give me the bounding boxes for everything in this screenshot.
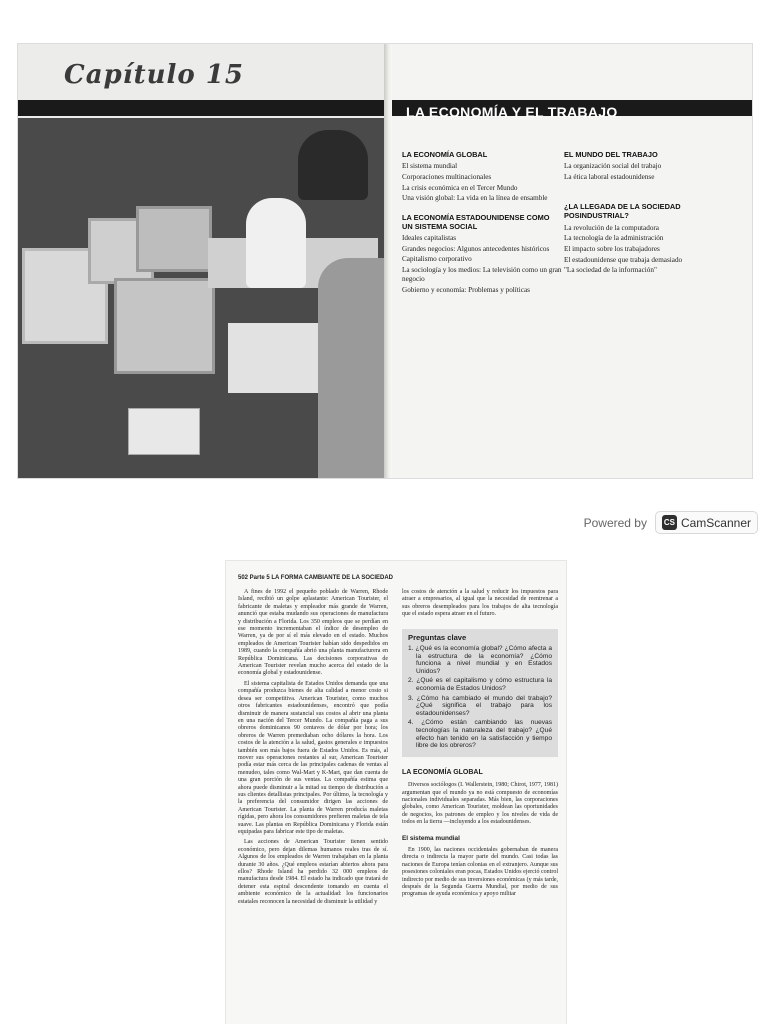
text-column-right <box>402 589 558 902</box>
toc-item: La organización social del trabajo <box>564 162 662 171</box>
toc-item: La ética laboral estadounidense <box>564 172 655 181</box>
toc-group <box>564 202 744 275</box>
toc-item: Una visión global: La vida en la línea de ensamble <box>402 194 548 203</box>
page-gutter <box>384 44 392 478</box>
person-shape <box>246 198 306 288</box>
key-question: 4. ¿Cómo están cambiando las nuevas tecnologías la naturaleza del trabajo? ¿Qué efecto han tenido en la satisfacción y tiempo libre de los obreros? <box>408 719 552 750</box>
toc-item: La crisis económica en el Tercer Mundo <box>402 183 518 192</box>
toc-item: El estadounidense que trabaja demasiado <box>564 255 683 264</box>
key-question: 2. ¿Qué es el capitalismo y cómo estructura la economía de Estados Unidos? <box>408 677 552 692</box>
person-shape <box>318 258 384 478</box>
scanned-page-502 <box>226 561 566 1024</box>
monitor-shape <box>136 206 212 272</box>
running-header: 502 Parte 5 LA FORMA CAMBIANTE DE LA SOCIEDAD <box>238 575 394 581</box>
body-paragraph: A fines de 1992 el pequeño poblado de Warren, Rhode Island, recibió un golpe aplastante: American Tourister, el fabricante de maletas y empleador más grande de Warren, anunció que estaba mudando sus operaciones de manufactura y distribución a Florida. Los 350 empleos que se perdían en ese momento incrementaban el índice de desempleo de Warren, ya de por sí el más elevado en el estado. Muchos empleados de American Tourister habían sido despedidos en 1989, cuando la compañía abrió una planta manufacturera en República Dominicana. Las decisiones corporativas de American Tourister revelan mucho acerca del estado de la economía global y estadounidense. <box>238 589 388 677</box>
book-spread <box>18 44 752 478</box>
chapter-title: Capítulo 15 <box>64 60 244 90</box>
toc-column-2 <box>564 150 744 285</box>
toc-item: El sistema mundial <box>402 162 458 171</box>
camscanner-badge[interactable] <box>655 511 758 534</box>
body-paragraph: En 1900, las naciones occidentales gobernaban de manera directa o indirecta la mayor parte del mundo. Casi todas las naciones de Europa tenían colonias en el extranjero. Aunque sus posesiones coloniales eran pocas, Estados Unidos ejerció control indirecto por medio de sus inversiones económicas (y más tarde, después de la Segunda Guerra Mundial, por medio de sus programas de ayuda económica y apoyo militar <box>402 847 558 898</box>
camscanner-name: CamScanner <box>680 515 751 530</box>
toc-item: Gobierno y economía: Problemas y políticas <box>402 285 530 294</box>
left-page <box>18 44 388 478</box>
toc-item: "La sociedad de la información" <box>564 266 657 275</box>
monitor-shape <box>114 278 215 374</box>
keyboard-shape <box>128 408 200 455</box>
body-paragraph: Las acciones de American Tourister tienen sentido económico, pero dejan dilemas humanos reales tras de sí. Algunos de los empleados de Warren trabajaban en la planta durante 30 años. ¿Qué empleos estarían abiertos ahora para ellos? Rhode Island ha perdido 32 000 empleos de manufactura desde 1984. El estado ha indicado que tratará de detener esta espiral descendente tomando en cuenta el ambiente económico de la actualidad: los funcionarios estatales reconocen la necesidad de disminuir la utilidad y <box>238 839 388 905</box>
toc-heading: LA ECONOMÍA ESTADOUNIDENSE COMO UN SISTEMA SOCIAL <box>402 212 550 231</box>
toc-item: Corporaciones multinacionales <box>402 172 492 181</box>
toc-item: La revolución de la computadora <box>564 223 659 232</box>
powered-by-text: Powered by <box>583 515 647 530</box>
body-paragraph: El sistema capitalista de Estados Unidos demanda que una compañía produzca bienes de alta calidad a menor costo si desea ser competitiva. American Tourister, como muchos otros fabricantes estadounidenses, encontró que podía disminuir de manera sustancial sus costos al abrir una planta en una nación del Tercer Mundo. La compañía paga a sus obreros dominicanos 90 centavos de dólar por hora; los obreros de Warren premediaban ocho dólares la hora. Los costos de la atención a la salud, gastos generales e impuestos también son más bajos fuera de Estados Unidos. Es más, al mover sus operaciones restantes al sur, American Tourister podía estar más cerca de las principales cadenas de ventas al menudeo, tales como Wal-Mart y K-Mart, que dan cuenta de una gran porción de sus ventas. La compañía estima que ahora puede disminuir a la mitad su tiempo de distribución a sus clientes detallistas principales. Por último, la tecnología y la preferencia del consumidor dirigen las acciones de American Tourister. La planta de Warren producía maletas rígidas, pero ahora los consumidores prefieren maletas de tela suave. Las plantas en República Dominicana y Florida están equipadas para fabricar este tipo de maletas. <box>238 680 388 835</box>
toc-item: Grandes negocios: Algunos antecedentes históricos <box>402 244 550 253</box>
text-column-left <box>238 589 388 909</box>
toc-item: La sociología y los medios: La televisión como un gran negocio <box>402 266 562 284</box>
office-photo <box>18 118 384 478</box>
camscanner-logo-icon: CS <box>662 515 677 530</box>
key-questions-title: Preguntas clave <box>408 632 467 642</box>
key-question: 3. ¿Cómo ha cambiado el mundo del trabajo? ¿Qué significa el trabajo para los estadounidenses? <box>408 694 552 717</box>
section-title: LA ECONOMÍA GLOBAL <box>402 768 483 776</box>
toc-item: El impacto sobre los trabajadores <box>564 244 660 253</box>
person-shape <box>298 130 368 200</box>
toc-item: Capitalismo corporativo <box>402 255 472 264</box>
powered-by-badge <box>584 511 758 534</box>
key-question: 1. ¿Qué es la economía global? ¿Cómo afecta a la estructura de la economía? ¿Cómo funciona a nivel mundial y en Estados Unidos? <box>408 645 552 675</box>
toc-item: La tecnología de la administración <box>564 234 664 243</box>
toc-group <box>402 213 562 296</box>
toc-column-1 <box>402 150 562 304</box>
body-paragraph: Diversos sociólogos (I. Wallerstein, 1980; Chirot, 1977, 1981) argumentan que el mundo ya no está compuesto de economías nacionales individuales separadas. Más bien, las corporaciones globales, como American Tourister, moldean las oportunidades de negocios, los patrones de empleo y los niveles de vida de todos en la tierra —incluyendo a los estadounidenses. <box>402 782 558 826</box>
toc-heading: EL MUNDO DEL TRABAJO <box>564 150 658 159</box>
toc-heading: ¿LA LLEGADA DE LA SOCIEDAD POSINDUSTRIAL? <box>564 202 681 221</box>
body-paragraph: los costos de atención a la salud y reducir los impuestos para atraer a empresarios, al igual que la necesidad de reentrenar a sus obreros desempleados para los trabajos de alta tecnología que el estado espera atraer en el futuro. <box>402 589 558 618</box>
section-heading: LA ECONOMÍA Y EL TRABAJO <box>406 104 618 120</box>
toc-item: Ideales capitalistas <box>402 233 457 242</box>
title-bar-left <box>18 100 388 116</box>
key-questions-box <box>402 629 558 757</box>
subsection-title: El sistema mundial <box>402 834 460 842</box>
toc-group <box>402 150 562 204</box>
toc-heading: LA ECONOMÍA GLOBAL <box>402 150 488 159</box>
right-page <box>392 44 752 478</box>
toc-group <box>564 150 744 182</box>
